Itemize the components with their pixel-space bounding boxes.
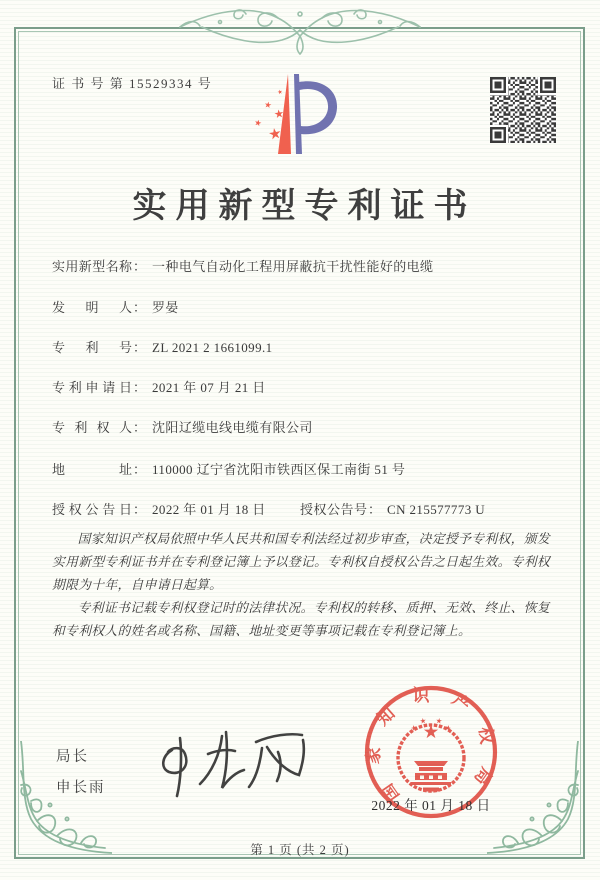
signer-name: 申长雨: [56, 780, 106, 796]
field-value: CN 215577773 U: [387, 502, 486, 517]
field-label: 专利号: [52, 340, 132, 355]
field-value: 罗晏: [152, 300, 179, 315]
svg-text:国家知识产权局: [362, 686, 499, 805]
certificate-title: 实用新型专利证书: [132, 188, 477, 225]
logo-stars: [254, 89, 284, 140]
field-colon: ：: [133, 259, 147, 274]
signer-post: 局长: [56, 749, 89, 765]
field-value: 110000 辽宁省沈阳市铁西区保工南街 51 号: [152, 462, 406, 477]
field-colon: ：: [133, 462, 147, 477]
grant-date-stamp: 2022 年 01 月 18 日: [371, 798, 491, 813]
certificate-number: 证 书 号 第 15529334 号: [52, 76, 213, 91]
logo-p-bowl: [299, 81, 337, 134]
field-row-grant: [52, 499, 557, 518]
field-value: 一种电气自动化工程用屏蔽抗干扰性能好的电缆: [152, 259, 434, 274]
legal-text: [52, 528, 550, 643]
field-label: 专利权人: [52, 420, 132, 435]
field-value: 沈阳辽缆电线电缆有限公司: [152, 420, 313, 435]
field-row-patent-number: [52, 337, 557, 356]
page-number: 第 1 页 (共 2 页): [250, 843, 350, 857]
field-label: 授权公告号: [300, 502, 367, 517]
field-row-filing-date: [52, 377, 557, 396]
field-colon: ：: [133, 420, 147, 435]
signature-handwriting: [150, 720, 320, 805]
field-label: 专利申请日: [52, 380, 132, 395]
field-value: 2022 年 01 月 18 日: [152, 502, 266, 517]
grant-number-group: [300, 499, 485, 518]
field-row-name: [52, 256, 557, 275]
cnipa-logo: [228, 72, 348, 172]
field-row-address: [52, 459, 557, 478]
field-colon: ：: [133, 502, 147, 517]
field-colon: ：: [368, 502, 382, 517]
seal-national-emblem: [398, 718, 464, 792]
field-value: ZL 2021 2 1661099.1: [152, 340, 273, 355]
field-label: 发明人: [52, 300, 132, 315]
field-row-inventor: [52, 297, 557, 316]
legal-paragraph-1: 国家知识产权局依照中华人民共和国专利法经过初步审查，决定授予专利权，颁发实用新型专利证书并在专利登记簿上予以登记。专利权自授权公告之日起生效。专利权期限为十年，自申请日起算。: [52, 532, 550, 592]
top-floral-ornament: [150, 0, 450, 58]
field-label: 授权公告日: [52, 502, 132, 517]
field-colon: ：: [133, 380, 147, 395]
field-row-patentee: [52, 417, 557, 436]
field-label: 实用新型名称: [52, 259, 132, 274]
legal-paragraph-2: 专利证书记载专利权登记时的法律状况。专利权的转移、质押、无效、终止、恢复和专利权人的姓名或名称、国籍、地址变更等事项记载在专利登记簿上。: [52, 601, 550, 638]
field-value: 2021 年 07 月 21 日: [152, 380, 266, 395]
seal-organization-text: 国家知识产权局: [363, 686, 499, 805]
field-colon: ：: [133, 300, 147, 315]
field-label: 地址: [52, 462, 132, 477]
field-colon: ：: [133, 340, 147, 355]
qr-code: [489, 77, 557, 143]
